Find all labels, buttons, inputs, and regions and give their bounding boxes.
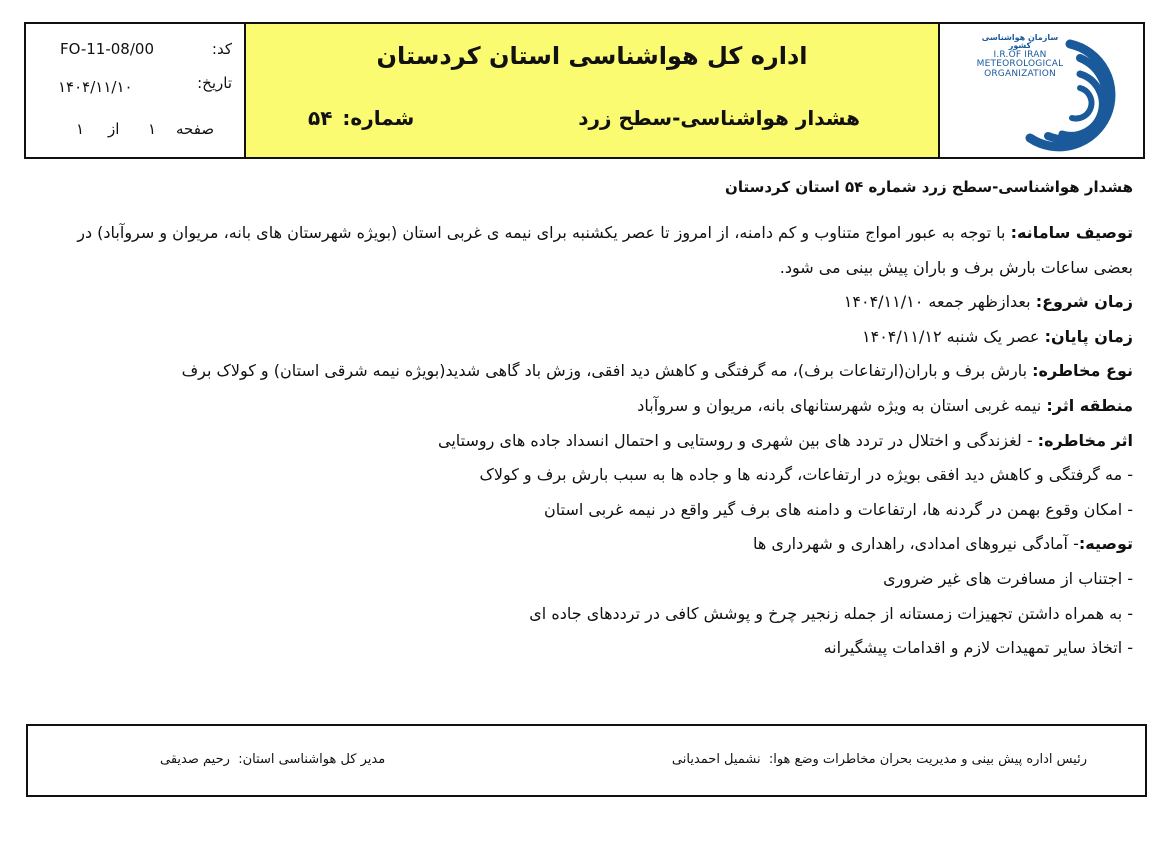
logo-panel	[940, 24, 1143, 157]
description-text: با توجه به عبور امواج متناوب و کم دامنه، از امروز تا عصر یکشنبه برای نیمه ی غربی استان (بویژه شهرستان های بانه، مریوان و سروآباد) در بعضی ساعات بارش برف و باران پیش بینی می شود.	[77, 223, 1133, 277]
advice-item: - اجتناب از مسافرت های غیر ضروری	[883, 568, 1133, 588]
hazard-type-text: بارش برف و باران(ارتفاعات برف)، مه گرفتگی و کاهش دید افقی، وزش باد گاهی شدید(بویژه نیمه شرقی استان) و کولاک برف	[181, 361, 1033, 381]
office-title: اداره کل هواشناسی استان کردستان	[376, 42, 808, 70]
number-label: شماره:	[342, 106, 415, 130]
code-value: FO-11-08/00	[60, 40, 154, 58]
document-title: هشدار هواشناسی-سطح زرد شماره ۵۴ استان کردستان	[725, 178, 1133, 196]
header-box	[24, 22, 1145, 159]
end-paragraph	[43, 320, 1133, 355]
logo-text-en1: I.R.OF IRAN	[993, 49, 1047, 60]
logo-text-en2: METEOROLOGICAL	[976, 59, 1064, 70]
code-label: کد:	[211, 40, 232, 58]
page-total: ۱	[76, 120, 85, 138]
signature-director	[160, 752, 385, 767]
advice-label: توصیه:	[1078, 534, 1133, 554]
advice-paragraph	[43, 527, 1133, 562]
advice-item: - به همراه داشتن تجهیزات زمستانه از جمله زنجیر چرخ و پوشش کافی در ترددهای جاده ای	[529, 603, 1133, 623]
effect-paragraph	[43, 424, 1133, 459]
area-text: نیمه غربی استان به ویژه شهرستانهای بانه، مریوان و سروآباد	[637, 395, 1047, 415]
code-row	[26, 40, 244, 66]
warning-body	[43, 216, 1133, 666]
effect-item: - مه گرفتگی و کاهش دید افقی بویژه در ارتفاعات، گردنه ها و جاده ها به سبب بارش برف و کولاک	[479, 465, 1133, 485]
advice-item: - اتخاذ سایر تمهیدات لازم و اقدامات پیشگیرانه	[823, 638, 1133, 658]
start-label: زمان شروع:	[1035, 292, 1133, 312]
effect-item: - امکان وقوع بهمن در گردنه ها، ارتفاعات و دامنه های برف گیر واقع در نیمه غربی استان	[544, 499, 1133, 519]
page-current: ۱	[148, 120, 157, 138]
warning-level: هشدار هواشناسی-سطح زرد	[578, 106, 860, 130]
date-row	[26, 74, 244, 100]
page-row	[26, 120, 244, 146]
effect-first: - لغزندگی و اختلال در تردد های بین شهری و روستایی و احتمال انسداد جاده های روستایی	[438, 430, 1038, 450]
hazard-type-label: نوع مخاطره:	[1032, 361, 1133, 381]
start-paragraph	[43, 285, 1133, 320]
number-value: ۵۴	[308, 106, 333, 130]
hazard-type-paragraph	[43, 354, 1133, 389]
end-text: عصر یک شنبه ۱۴۰۴/۱۱/۱۲	[862, 326, 1045, 346]
sig2-title: مدیر کل هواشناسی استان:	[238, 752, 386, 767]
effect-label: اثر مخاطره:	[1037, 430, 1133, 450]
sig1-title: رئیس اداره پیش بینی و مدیریت بحران مخاطرات وضع هوا:	[768, 752, 1087, 767]
end-label: زمان پایان:	[1044, 326, 1133, 346]
description-label: توصیف سامانه:	[1010, 223, 1133, 242]
sig2-name: رحیم صدیقی	[160, 752, 230, 767]
page-label: صفحه	[176, 120, 215, 138]
logo-text	[970, 34, 1070, 79]
area-label: منطقه اثر:	[1046, 395, 1133, 415]
logo-text-en3: ORGANIZATION	[984, 68, 1056, 79]
signature-forecast-head	[672, 752, 1087, 767]
area-paragraph	[43, 389, 1133, 424]
advice-first: - آمادگی نیروهای امدادی، راهداری و شهرداری ها	[753, 534, 1079, 554]
page-of: از	[108, 120, 120, 138]
start-text: بعدازظهر جمعه ۱۴۰۴/۱۱/۱۰	[843, 292, 1036, 312]
header-title-panel	[246, 24, 940, 157]
description-paragraph	[43, 216, 1133, 285]
signature-box	[26, 724, 1147, 797]
header-meta	[26, 24, 246, 157]
warning-number	[308, 106, 414, 130]
logo-text-fa: سازمان هواشناسی کشور	[981, 33, 1059, 51]
date-value: ۱۴۰۴/۱۱/۱۰	[58, 78, 133, 96]
date-label: تاریخ:	[197, 74, 232, 92]
sig1-name: نشمیل احمدیانی	[671, 752, 761, 767]
